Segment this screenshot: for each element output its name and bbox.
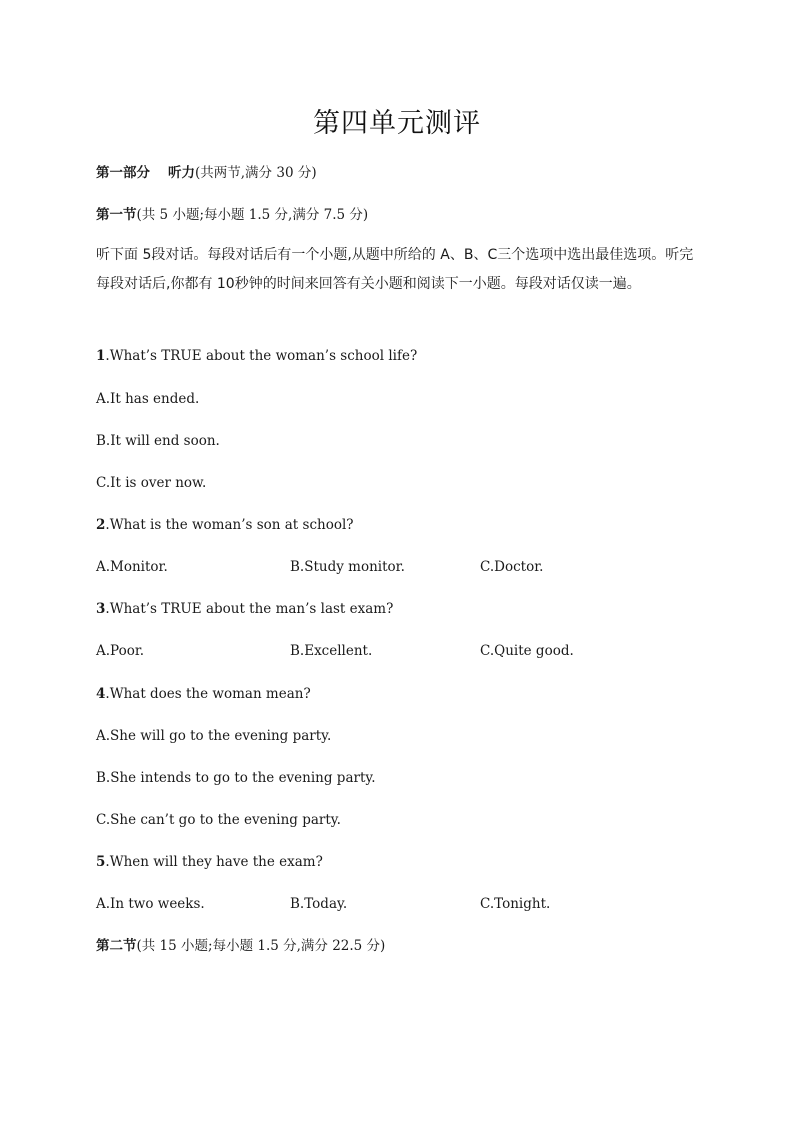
section1-note: (共 5 小题;每小题 1.5 分,满分 7.5 分) bbox=[136, 207, 369, 223]
question-number: 5 bbox=[96, 854, 106, 870]
section1-heading bbox=[96, 205, 368, 225]
question-text: .When will they have the exam? bbox=[105, 854, 323, 870]
section2-note: (共 15 小题;每小题 1.5 分,满分 22.5 分) bbox=[136, 938, 386, 954]
question-4 bbox=[96, 684, 311, 704]
question-5 bbox=[96, 852, 323, 872]
section2-label: 第二节 bbox=[96, 938, 137, 954]
q4-option-b: B.She intends to go to the evening party. bbox=[96, 770, 376, 786]
section2-heading bbox=[96, 936, 385, 956]
q1-option-a: A.It has ended. bbox=[96, 391, 200, 407]
q1-option-b: B.It will end soon. bbox=[96, 433, 220, 449]
question-text: .What’s TRUE about the woman’s school life? bbox=[105, 348, 418, 364]
question-number: 1 bbox=[96, 348, 106, 364]
q4-option-c: C.She can’t go to the evening party. bbox=[96, 812, 341, 828]
q1-option-c: C.It is over now. bbox=[96, 475, 207, 491]
question-1 bbox=[96, 346, 417, 366]
part1-heading bbox=[96, 163, 317, 183]
question-text: .What is the woman’s son at school? bbox=[105, 517, 354, 533]
question-2 bbox=[96, 515, 354, 535]
q3-option-c: C.Quite good. bbox=[480, 643, 574, 659]
instructions-paragraph: 听下面 5段对话。每段对话后有一个小题,从题中所给的 A、B、C三个选项中选出最佳选项。听完每段对话后,你都有 10秒钟的时间来回答有关小题和阅读下一小题。每段对话仅读一遍。 bbox=[96, 247, 694, 292]
page-title: 第四单元测评 bbox=[313, 108, 481, 139]
part1-name: 听力 bbox=[168, 165, 195, 181]
question-3 bbox=[96, 599, 393, 619]
q5-option-c: C.Tonight. bbox=[480, 896, 551, 912]
q2-option-b: B.Study monitor. bbox=[290, 559, 405, 575]
q3-option-b: B.Excellent. bbox=[290, 643, 373, 659]
q3-option-a: A.Poor. bbox=[96, 643, 145, 659]
question-number: 2 bbox=[96, 517, 106, 533]
question-text: .What does the woman mean? bbox=[105, 686, 311, 702]
q5-option-b: B.Today. bbox=[290, 896, 348, 912]
q4-option-a: A.She will go to the evening party. bbox=[96, 728, 332, 744]
question-number: 4 bbox=[96, 686, 106, 702]
q5-option-a: A.In two weeks. bbox=[96, 896, 205, 912]
q2-option-c: C.Doctor. bbox=[480, 559, 544, 575]
question-text: .What’s TRUE about the man’s last exam? bbox=[105, 601, 394, 617]
part1-note: (共两节,满分 30 分) bbox=[195, 165, 317, 181]
part1-label: 第一部分 bbox=[96, 165, 150, 181]
question-number: 3 bbox=[96, 601, 106, 617]
section1-label: 第一节 bbox=[96, 207, 137, 223]
q2-option-a: A.Monitor. bbox=[96, 559, 168, 575]
